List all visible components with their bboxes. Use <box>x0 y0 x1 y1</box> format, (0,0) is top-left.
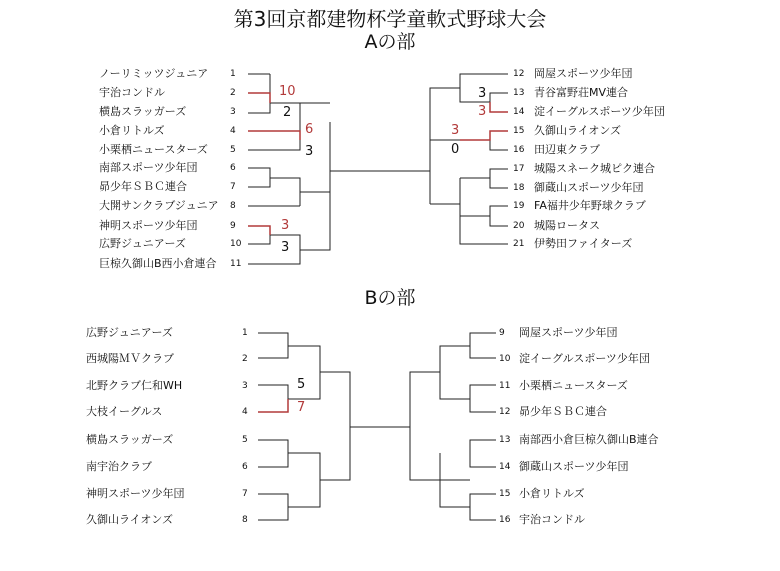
seed-number: 5 <box>242 435 248 445</box>
seed-number: 16 <box>499 515 511 525</box>
score: 3 <box>281 218 290 233</box>
seed-number: 1 <box>230 69 236 79</box>
seed-number: 7 <box>230 182 236 192</box>
score: 3 <box>478 104 487 119</box>
team-name: 広野ジュニアーズ <box>99 237 186 250</box>
team-name: 小栗栖ニュースターズ <box>519 379 628 392</box>
seed-number: 14 <box>499 462 511 472</box>
seed-number: 2 <box>230 88 236 98</box>
seed-number: 4 <box>230 126 236 136</box>
team-name: 青谷富野荘MV連合 <box>534 86 629 99</box>
seed-number: 9 <box>230 221 236 231</box>
team-name: 大開サンクラブジュニア <box>99 199 219 212</box>
team-name: 神明スポーツ少年団 <box>86 487 185 500</box>
score: 10 <box>279 84 296 99</box>
seed-number: 15 <box>499 489 511 499</box>
team-name: 北野クラブ仁和WH <box>86 379 183 392</box>
seed-number: 3 <box>230 107 236 117</box>
seed-number: 8 <box>230 201 236 211</box>
score: 2 <box>283 105 292 120</box>
seed-number: 16 <box>513 145 525 155</box>
seed-number: 13 <box>513 88 525 98</box>
team-name: 神明スポーツ少年団 <box>99 219 198 232</box>
seed-number: 12 <box>513 69 525 79</box>
team-name: 城陽ロータス <box>534 219 600 232</box>
seed-number: 10 <box>499 354 511 364</box>
team-name: 南部スポーツ少年団 <box>99 161 198 174</box>
team-name: 淀イーグルスポーツ少年団 <box>519 352 650 365</box>
seed-number: 12 <box>499 407 511 417</box>
seed-number: 2 <box>242 354 248 364</box>
team-name: 巨椋久御山B西小倉連合 <box>99 257 217 270</box>
seed-number: 8 <box>242 515 248 525</box>
score: 7 <box>297 400 306 415</box>
seed-number: 11 <box>499 381 511 391</box>
team-name: 広野ジュニアーズ <box>86 326 173 339</box>
team-name: 城陽スネーク城ピク連合 <box>534 162 655 175</box>
team-name: 南宇治クラブ <box>86 460 152 473</box>
team-name: 田辺東クラブ <box>534 143 600 156</box>
seed-number: 21 <box>513 239 525 249</box>
team-name: ノーリミッツジュニア <box>99 67 209 80</box>
team-name: 淀イーグルスポーツ少年団 <box>534 105 665 118</box>
team-name: 宇治コンドル <box>99 86 165 99</box>
team-name: 御蔵山スポーツ少年団 <box>534 181 644 194</box>
team-name: 御蔵山スポーツ少年団 <box>519 460 629 473</box>
team-name: FA福井少年野球クラブ <box>534 199 646 212</box>
seed-number: 18 <box>513 183 525 193</box>
seed-number: 6 <box>230 163 236 173</box>
team-name: 昴少年ＳＢＣ連合 <box>519 405 607 418</box>
team-name: 昴少年ＳＢＣ連合 <box>99 180 187 193</box>
team-name: 岡屋スポーツ少年団 <box>519 326 618 339</box>
seed-number: 11 <box>230 259 242 269</box>
team-name: 小倉リトルズ <box>519 487 585 500</box>
score: 3 <box>281 240 290 255</box>
seed-number: 9 <box>499 328 505 338</box>
seed-number: 14 <box>513 107 525 117</box>
team-name: 横島スラッガーズ <box>86 433 174 446</box>
score: 0 <box>451 142 460 157</box>
team-name: 岡屋スポーツ少年団 <box>534 67 633 80</box>
seed-number: 17 <box>513 164 525 174</box>
seed-number: 10 <box>230 239 242 249</box>
score: 6 <box>305 122 314 137</box>
seed-number: 6 <box>242 462 248 472</box>
score: 3 <box>305 144 314 159</box>
team-name: 伊勢田ファイターズ <box>534 237 633 250</box>
section-a-heading: Aの部 <box>364 31 416 53</box>
team-name: 久御山ライオンズ <box>534 124 622 137</box>
seed-number: 1 <box>242 328 248 338</box>
team-name: 西城陽ＭＶクラブ <box>86 352 174 365</box>
team-name: 横島スラッガーズ <box>99 105 187 118</box>
score: 3 <box>478 86 487 101</box>
score: 5 <box>297 377 306 392</box>
team-name: 小栗栖ニュースターズ <box>99 143 208 156</box>
team-name: 南部西小倉巨椋久御山B連合 <box>519 433 659 446</box>
seed-number: 20 <box>513 221 525 231</box>
page-title: 第3回京都建物杯学童軟式野球大会 <box>233 7 547 31</box>
team-name: 宇治コンドル <box>519 513 585 526</box>
section-b-heading: Bの部 <box>364 287 416 309</box>
seed-number: 3 <box>242 381 248 391</box>
seed-number: 5 <box>230 145 236 155</box>
seed-number: 19 <box>513 201 525 211</box>
seed-number: 7 <box>242 489 248 499</box>
score: 3 <box>451 123 460 138</box>
seed-number: 4 <box>242 407 248 417</box>
team-name: 大枝イーグルス <box>86 405 163 418</box>
seed-number: 13 <box>499 435 511 445</box>
team-name: 小倉リトルズ <box>99 124 165 137</box>
team-name: 久御山ライオンズ <box>86 513 174 526</box>
seed-number: 15 <box>513 126 525 136</box>
